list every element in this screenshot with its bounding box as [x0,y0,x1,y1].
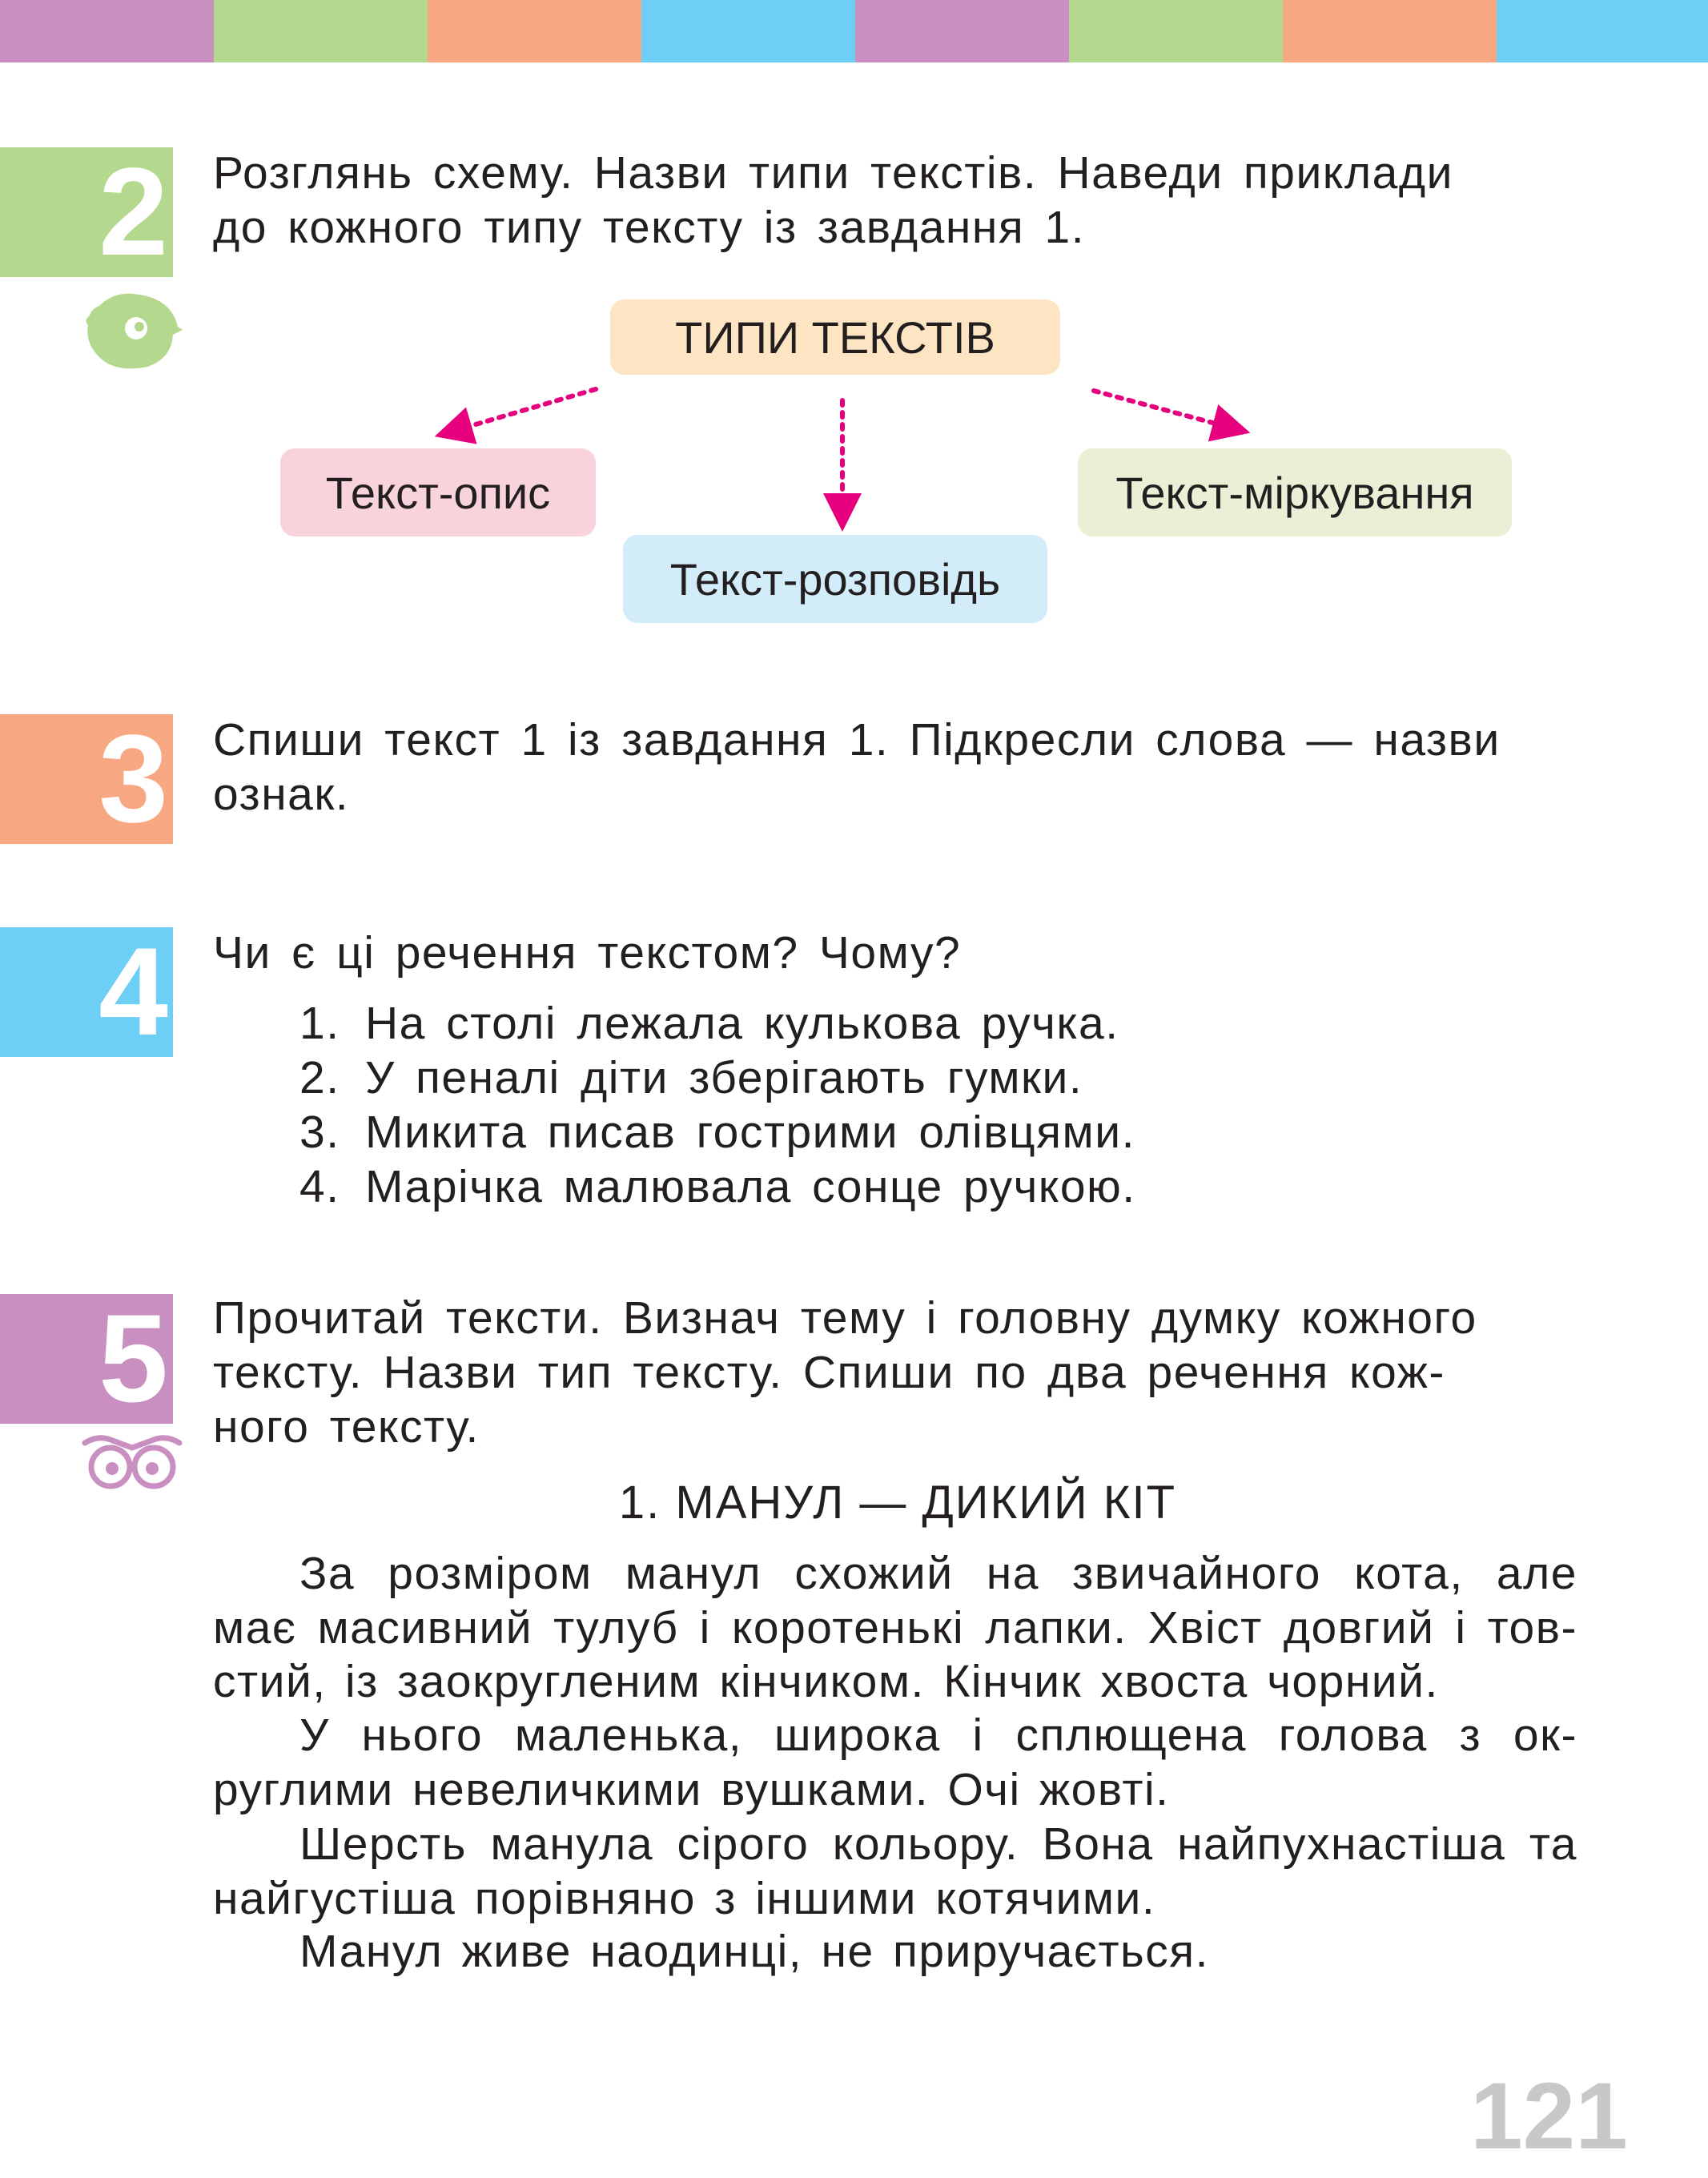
arrow-right [1094,391,1236,429]
task-4-question: Чи є ці речення текстом? Чому? [213,927,962,978]
scheme-middle-box: Текст-розповідь [623,535,1047,623]
task-number-badge-2: 2 [0,147,173,277]
list-item-number: 4. [299,1161,340,1212]
reading-paragraph: Шерсть манула сірого кольору. Вона найпухнастіша та найгустіша порівняно з іншими котячими. [213,1818,1577,1924]
task-number-badge-5: 5 [0,1294,173,1424]
instruction-line: Розглянь схему. Назви типи текстів. Наведи приклади [213,147,1453,199]
list-item-number: 3. [299,1107,340,1158]
list-item-number: 1. [299,998,340,1049]
reading-title: 1. МАНУЛ — ДИКИЙ КІТ [618,1477,1177,1529]
task-number-badge-3: 3 [0,714,173,844]
eyes-icon [82,1435,183,1489]
list-item [299,1105,1136,1159]
instruction-line: Спиши текст 1 із завдання 1. Підкресли слова — назви [213,714,1501,766]
scheme-root-box: ТИПИ ТЕКСТІВ [610,299,1060,375]
list-item-text: Микита писав гострими олівцями. [365,1107,1135,1158]
scheme-left-box: Текст-опис [280,448,596,536]
instruction-line: тексту. Назви тип тексту. Спиши по два речення кож- [213,1347,1445,1398]
task-number-badge-4: 4 [0,927,173,1057]
list-item-text: У пеналі діти зберігають гумки. [365,1052,1083,1103]
list-item-text: На столі лежала кулькова ручка. [365,998,1119,1049]
reading-paragraph: У нього маленька, широка і сплющена голова з ок-руглими невеличкими вушками. Очі жовті. [213,1710,1577,1815]
page-number: 121 [1470,2063,1628,2169]
instruction-line: ознак. [213,769,350,820]
sentence-list [299,996,1136,1214]
list-item [299,1159,1136,1214]
list-item-text: Марічка малювала сонце ручкою. [365,1161,1136,1212]
list-item [299,1051,1136,1105]
scheme-right-box: Текст-міркування [1078,448,1512,536]
reading-paragraph: За розміром манул схожий на звичайного кота, але має масивний тулуб і коротенькі лапки. Хвіст довгий і тов-стий, із заокругленим кінчиком. Кінчик хвоста чорний. [213,1548,1577,1707]
reading-paragraph: Манул живе наодинці, не приручається. [299,1926,1209,1977]
task-5-instructions [213,1291,1582,1454]
instruction-line: до кожного типу тексту із завдання 1. [213,202,1086,253]
list-item-number: 2. [299,1052,340,1103]
instruction-line: ного тексту. [213,1401,480,1453]
instruction-line: Прочитай тексти. Визнач тему і головну думку кожного [213,1292,1477,1344]
list-item [299,996,1136,1051]
task-3-instructions [213,713,1582,822]
arrow-left [448,389,596,432]
